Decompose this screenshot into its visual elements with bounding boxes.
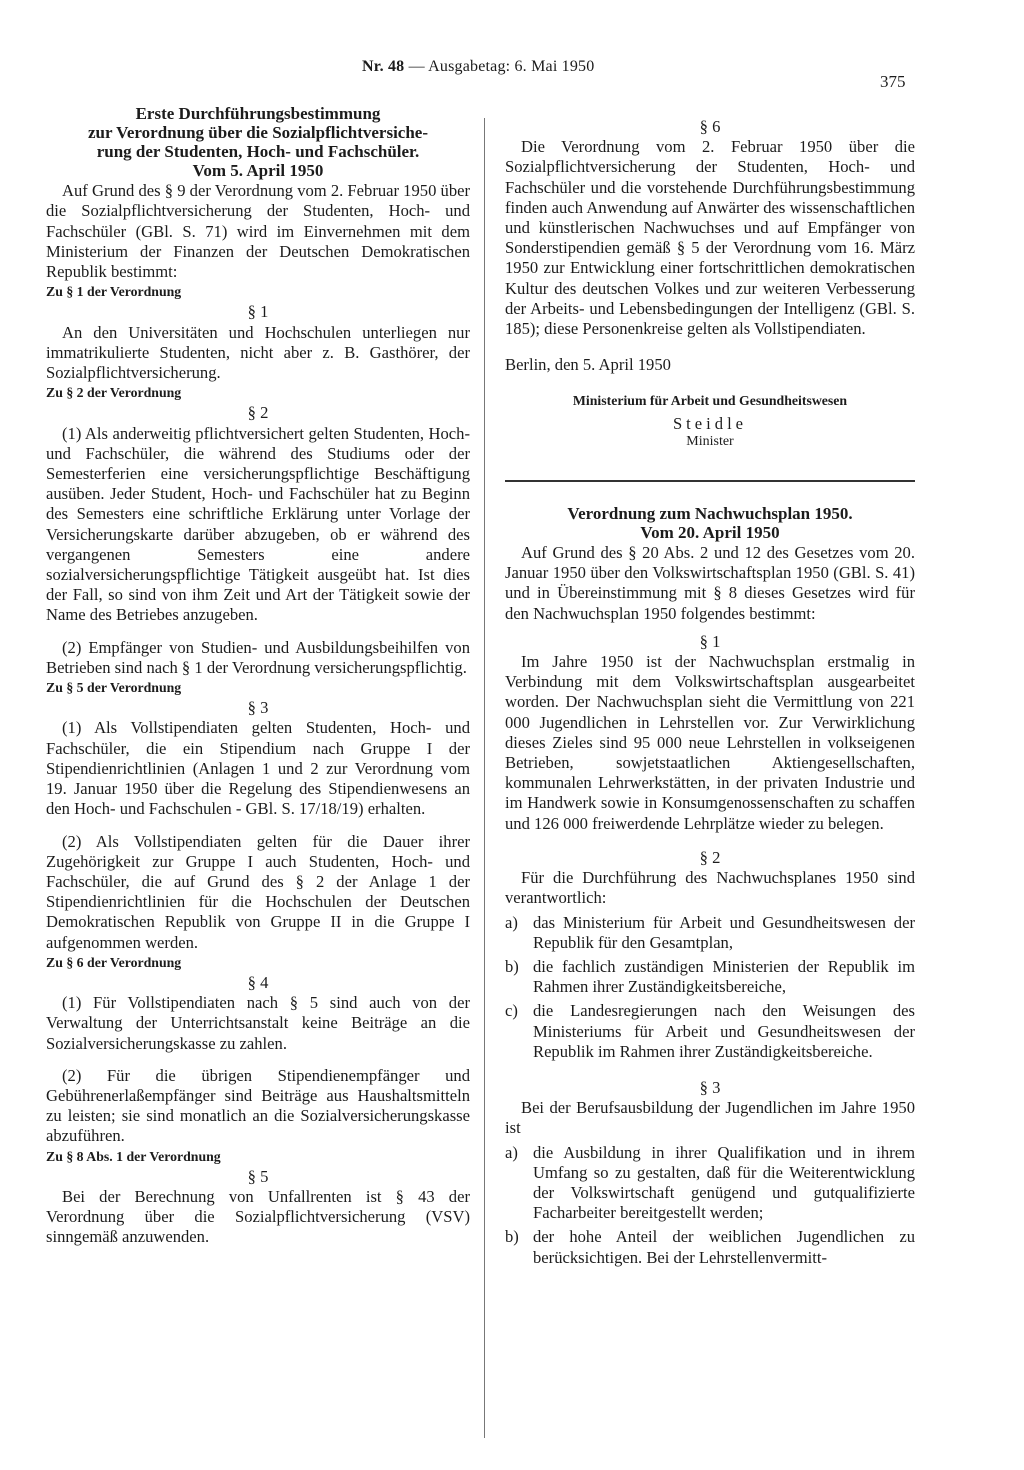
list-item: [505, 1143, 915, 1224]
section-text: An den Universitäten und Hochschulen unterliegen nur immatrikulierte Studenten, nicht aber z. B. Gasthörer, der Sozialpflichtversicherung.: [46, 322, 470, 383]
section-number: § 2: [699, 847, 721, 867]
section-number: § 5: [247, 1166, 269, 1186]
list-text: die Landesregierungen nach den Weisungen des Ministeriums für Arbeit und Gesundheitswesen der Republik im Rahmen ihrer Zuständigkeitsbereiche.: [533, 1001, 915, 1061]
section-text: Für die Durchführung des Nachwuchsplanes 1950 sind verantwortlich:: [505, 868, 915, 908]
signer-name: Steidle: [672, 413, 748, 433]
reference-heading: Zu § 5 der Verordnung: [46, 680, 182, 696]
ministry-name: Ministerium für Arbeit und Gesundheitswesen: [572, 393, 848, 409]
section-text: Bei der Berufsausbildung der Jugendlichen im Jahre 1950 ist: [505, 1098, 915, 1138]
signer-role: Minister: [686, 433, 734, 449]
section-paragraph: (1) Als anderweitig pflichtversichert gelten Studenten, Hoch- und Fachschüler, die während des Studiums oder der Semesterferien eine versicherungspflichtige Beschäftigung ausüben. Jeder Student, Hoch- und Fachschüler hat zu Beginn des Semesters eine schriftliche Erklärung unter Vorlage der Versicherungskarte darüber abzugeben, ob er während des vergangenen Semesters eine andere sozialversicherungspflichtige Tätigkeit ausgeübt hat. Ist dies der Fall, so sind von ihm Zeit und Art der Tätigkeit sowie der Name des Betriebes anzugeben.: [46, 423, 470, 625]
list-item: [505, 913, 915, 953]
reference-heading: Zu § 8 Abs. 1 der Verordnung: [46, 1148, 221, 1164]
list-letter: b): [505, 956, 519, 976]
right-column: [505, 117, 915, 1268]
section-paragraph: (2) Als Vollstipendiaten gelten für die Dauer ihrer Zugehörigkeit zur Gruppe I auch Studenten, Hoch- und Fachschüler, die auf Grund des § 2 der Anlage 1 der Stipendienrichtlinien für die Hochschulen der Deutschen Demokratischen Republik von Gruppe II in die Gruppe I aufgenommen werden.: [46, 831, 470, 952]
list-text: die fachlich zuständigen Ministerien der Republik im Rahmen ihrer Zuständigkeitsbereiche,: [533, 956, 915, 997]
section-text: Die Verordnung vom 2. Februar 1950 über die Sozialpflichtversicherung der Studenten, Hoch- und Fachschüler und die vorstehende Durchführungsbestimmung finden auch Anwendung auf Anwärter des wissenschaftlichen und künstlerischen Nachwuchses und auf Empfänger von Sonderstipendien gemäß § 5 der Verordnung vom 16. März 1950 zur Entwicklung einer fortschrittlichen demokratischen Kultur des deutschen Volkes und zur weiteren Verbesserung der Arbeits- und Lebensbedingungen der Intelligenz (GBl. S. 185); diese Personenkreise gelten als Vollstipendiaten.: [505, 137, 915, 339]
page-number: 375: [880, 72, 906, 91]
section-divider: [505, 480, 915, 482]
section-text: Bei der Berechnung von Unfallrenten ist § 43 der Verordnung über die Sozialpflichtversicherung (VSV) sinngemäß anzuwenden.: [46, 1186, 470, 1247]
list-letter: b): [505, 1227, 519, 1247]
regulation-title-line: rung der Studenten, Hoch- und Fachschüler.: [96, 142, 420, 161]
regulation-date: Vom 20. April 1950: [640, 522, 780, 542]
reference-heading: Zu § 1 der Verordnung: [46, 284, 182, 300]
list-text: der hohe Anteil der weiblichen Jugendlichen zu berücksichtigen. Bei der Lehrstellenvermitt-: [533, 1227, 915, 1267]
list-text: die Ausbildung in ihrer Qualifikation und in ihrem Umfang so zu gestalten, daß für die Weiterentwicklung der Volkswirtschaft genügend und gutqualifizierte Facharbeiter bereitgestellt werden;: [533, 1142, 915, 1223]
section-number: § 3: [699, 1077, 721, 1097]
list-letter: a): [505, 1142, 518, 1162]
section-number: § 1: [247, 302, 269, 322]
section-number: § 4: [247, 972, 269, 992]
regulation-title-line: zur Verordnung über die Sozialpflichtversiche-: [87, 123, 429, 142]
section-number: § 2: [247, 403, 269, 423]
section-paragraph: (2) Empfänger von Studien- und Ausbildungsbeihilfen von Betrieben sind nach § 1 der Verordnung versicherungspflichtig.: [46, 637, 470, 677]
issue-date: — Ausgabetag: 6. Mai 1950: [408, 58, 595, 75]
left-column: [46, 104, 470, 1248]
list-item: [505, 1227, 915, 1267]
page-header: [362, 58, 594, 76]
section-text: Im Jahre 1950 ist der Nachwuchsplan erstmalig in Verbindung mit dem Volkswirtschaftsplan ausgearbeitet worden. Der Nachwuchsplan sieht die Vermittlung von 221 000 Jugendlichen in Lehrstellen vor. Zur Verwirklichung dieses Zieles sind 95 000 neue Lehrstellen in volkseigenen Betrieben, sowjetstaatlichen Aktiengesellschaften, kommunalen Lehrwerkstätten, in der privaten Industrie und im Handwerk sowie in Konsumgenossenschaften zu schaffen und 126 000 freiwerdende Lehrplätze wieder zu belegen.: [505, 652, 915, 833]
section-paragraph: (1) Als Vollstipendiaten gelten Studenten, Hoch- und Fachschüler, die ein Stipendium nach Gruppe I der Stipendienrichtlinien (Anlagen 1 und 2 zur Verordnung vom 19. Januar 1950 über die Regelung des Stipendienwesens an den Hoch- und Fachschulen - GBl. S. 17/18/19) erhalten.: [46, 718, 470, 819]
list-letter: a): [505, 912, 518, 932]
preamble: Auf Grund des § 9 der Verordnung vom 2. Februar 1950 über die Sozialpflichtversicherung der Studenten, Hoch- und Fachschüler (GBl. S. 71) wird im Einvernehmen mit dem Ministerium der Finanzen der Deutschen Demokratischen Republik bestimmt:: [46, 181, 471, 282]
reference-heading: Zu § 2 der Verordnung: [46, 385, 182, 401]
regulation-title: Verordnung zum Nachwuchsplan 1950.: [567, 503, 853, 523]
issue-number: Nr. 48: [362, 58, 405, 75]
section-paragraph: (1) Für Vollstipendiaten nach § 5 sind auch von der Verwaltung der Unterrichtsanstalt keine Beiträge an die Sozialversicherungskasse zu zahlen.: [46, 993, 470, 1053]
list-item: [505, 1001, 915, 1062]
list-letter: c): [505, 1001, 518, 1021]
section-paragraph: (2) Für die übrigen Stipendienempfänger und Gebührenerlaßempfänger sind Beiträge aus Haushaltsmitteln zu leisten; sie sind monatlich an die Sozialversicherungskasse abzuführen.: [46, 1065, 470, 1146]
reference-heading: Zu § 6 der Verordnung: [46, 954, 182, 970]
section-number: § 6: [699, 117, 721, 136]
section-number: § 3: [247, 698, 269, 718]
preamble: Auf Grund des § 20 Abs. 2 und 12 des Gesetzes vom 20. Januar 1950 über den Volkswirtschaftsplan 1950 (GBl. S. 41) und in Übereinstimmung mit § 8 dieses Gesetzes wird für den Nachwuchsplan 1950 folgendes bestimmt:: [505, 543, 915, 623]
place-and-date: Berlin, den 5. April 1950: [505, 355, 671, 375]
regulation-title-line: Erste Durchführungsbestimmung: [135, 104, 381, 123]
section-number: § 1: [699, 631, 721, 651]
list-text: das Ministerium für Arbeit und Gesundheitswesen der Republik für den Gesamtplan,: [533, 912, 915, 952]
regulation-date: Vom 5. April 1950: [192, 161, 324, 180]
column-divider: [484, 118, 485, 1438]
list-item: [505, 957, 915, 997]
